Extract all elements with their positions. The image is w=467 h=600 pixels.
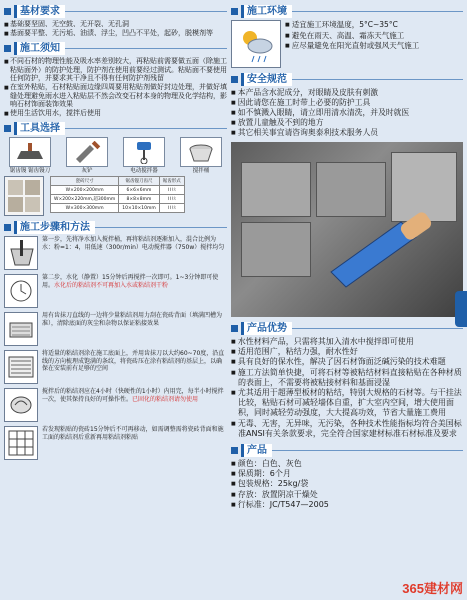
notch-pattern-icon: ⌇⌇⌇⌇: [159, 186, 184, 195]
section-title: 基材要求: [14, 5, 65, 18]
list-item: ■ 本产品含水泥成分，对眼睛及皮肤有刺激: [231, 88, 463, 98]
section-header: [231, 4, 463, 18]
notch-pattern-icon: ⌇⌇⌇⌇: [159, 204, 184, 213]
construction-steps-section: [4, 220, 227, 460]
electric-mixer-icon: [123, 137, 165, 167]
list-item: ■ 避免在雨天、高温、霜冻天气施工: [285, 31, 419, 42]
step-item: 搅拌后的粘结剂应在4小时（快硬性的1小时）内用完，每半小时搅拌一次，使其保持良好的可操作性。已固化的粘结剂请勿使用: [4, 388, 227, 422]
section-title: 产品优势: [241, 322, 292, 335]
construction-notice-section: [4, 41, 227, 117]
list-item: ■ 尤其适用于超薄型板材的粘结，特别大规格的石材等。与干挂法比较，粘贴石材可减轻墙体自重，扩大室内空间，增大使用面积，同时减轻劳动强度，大大提高功效，节省大量施工费用: [231, 388, 463, 419]
list-item: ■ 适宜施工环境温度，5°C~35°C: [285, 20, 419, 31]
tool-item: 搅拌桶: [175, 137, 227, 174]
section-title: 施工步骤和方法: [14, 221, 95, 234]
list-item: ■ 如不慎溅入眼睛，请立即用清水清洗，并及时就医: [231, 108, 463, 118]
page-edge-tab: [455, 291, 467, 327]
list-item: ■ 包装规格：25kg/袋: [231, 479, 463, 489]
notched-trowel-icon: [9, 137, 51, 167]
putty-knife-icon: [66, 137, 108, 167]
tool-item: 锯齿镘 锯齿镘刀: [4, 137, 56, 174]
list-item: ■ 水性材料产品，只需将其加入清水中搅拌即可使用: [231, 337, 463, 347]
step-item: 第二步，水化（静置）15分钟后再搅拌一次即可。1~3分钟即可使用。水化后的粘结剂不可再加入水或粘结剂干粉: [4, 274, 227, 308]
section-header: [231, 443, 463, 457]
list-item: ■ 无毒、无害，无异味，无污染，各种技术性能指标均符合美国标准ANSI有关条款要求，完全符合国家建材标准石材标准及要求: [231, 419, 463, 439]
list-item: ■ 存放：放置阴凉干燥处: [231, 490, 463, 500]
mixing-step-icon: [4, 236, 38, 270]
section-title: 产品: [241, 444, 272, 457]
list-item: ■ 具有良好的保水性，解决了因石材饰面泛碱污染的技术难题: [231, 357, 463, 367]
list-item: ■ 行标准：JC/T547—2005: [231, 500, 463, 510]
section-title: 工具选择: [14, 122, 65, 135]
step-item: 若发现粘贴的瓷砖15分钟后不可再移动，如需调整需将瓷砖背面和施工面的粘结剂后重新再用粘结剂粘贴: [4, 426, 227, 460]
section-title: 安全规范: [241, 73, 292, 86]
trowel-hand-icon: [321, 202, 441, 292]
step-item: 用有齿抹刀直线的一边将少量粘结剂用力刮在瓷砖背面（填满凹槽为准），清除底面的灰尘和杂物以保证粘接效果: [4, 312, 227, 346]
trowel-size-table: 瓷砖尺寸 锯齿镘刀齿尺 锯齿形式 W×200×200mm 6×6×6mm ⌇⌇⌇⌇ W×200×220mm,超300mm 8×8×8mm ⌇⌇⌇⌇ W×300×300mm 10×10×10mm ⌇⌇⌇⌇: [50, 176, 185, 213]
section-title: 施工环境: [241, 5, 292, 18]
tool-item: 灰铲: [61, 137, 113, 174]
list-item: ■ 放置儿童触及不到的地方: [231, 118, 463, 128]
back-buttering-icon: [4, 312, 38, 346]
site-logo: 365建材网: [402, 581, 463, 596]
base-requirements-section: [4, 4, 227, 37]
section-header: [231, 72, 463, 86]
list-item: ■ 保质期：6个月: [231, 469, 463, 479]
list-item: ■ 应尽量避免在阳光直射或强风天气施工: [285, 41, 419, 52]
tool-item: 电动搅拌器: [118, 137, 170, 174]
list-item: ■ 施工方法简单快捷，可将石材等被粘结材料直接粘贴在各种材质的表面上，不需要将被粘接材料和基面浸湿: [231, 368, 463, 388]
product-advantages-section: [231, 321, 463, 439]
tool-selection-section: [4, 121, 227, 216]
safety-section: [231, 72, 463, 138]
section-header: [4, 41, 227, 55]
section-header: [4, 121, 227, 135]
table-row: W×200×220mm,超300mm 8×8×8mm ⌇⌇⌇⌇: [51, 195, 185, 204]
list-item: ■ 使用生活饮用水，搅拌后使用: [4, 109, 227, 118]
tile-grid-icon: [4, 426, 38, 460]
step-item: 将适量的粘结剂涂在施工底面上，并用齿抹刀以大约60~70度，沿直线的方向梳理成饱满的条纹，将瓷砖压在涂有粘结剂的基层上，以确保在安装前有足够的空间: [4, 350, 227, 384]
list-item: ■ 基础要坚固、无空鼓、无开裂、无孔洞: [4, 20, 227, 29]
list-item: ■ 适用范围广，粘结力强，耐水性好: [231, 347, 463, 357]
list-item: ■ 不同石材的物理性能及吸水率差别较大，再粘贴前需要做五面（除施工粘贴面外）的防护处理，防护剂在使用前要经过测试。粘贴面不要使用任何防护，并要求其干净且不得有任何防护剂残留: [4, 57, 227, 83]
list-item: ■ 在室外粘贴，石材粘贴面边缘四周要用粘贴剂做好封边处理，并做好填缝处理避免雨水进入粘贴层不然会改变石材本身的物理及化学结构，影响石材饰面装饰效果: [4, 83, 227, 109]
notch-pattern-icon: ⌇⌇⌇⌇: [159, 195, 184, 204]
step-item: 第一步，先将净水加入搅拌桶，再将粘结剂逐渐加入，混合比例为水：粉=1：4，用低速（300r/min）电动搅拌器（750w）搅拌均匀: [4, 236, 227, 270]
table-row: W×300×300mm 10×10×10mm ⌇⌇⌇⌇: [51, 204, 185, 213]
list-item: ■ 基面要平整、无污垢、油渍、浮尘，凹凸不平处，起砂，脱模剂等: [4, 29, 227, 38]
section-header: [4, 220, 227, 234]
list-item: ■ 其它相关事宜请咨询奥泰利技术服务人员: [231, 128, 463, 138]
resting-step-icon: [4, 274, 38, 308]
list-item: ■ 颜色：白色、灰色: [231, 459, 463, 469]
list-item: ■ 因此请您在施工时带上必要的防护工具: [231, 98, 463, 108]
stirring-step-icon: [4, 388, 38, 422]
product-info-section: [231, 443, 463, 510]
tiling-photo: [231, 142, 463, 317]
section-title: 施工须知: [14, 42, 65, 55]
table-row: W×200×200mm 6×6×6mm ⌇⌇⌇⌇: [51, 186, 185, 195]
section-header: [231, 321, 463, 335]
construction-environment-section: [231, 4, 463, 68]
section-header: [4, 4, 227, 18]
tiles-photo: [4, 176, 44, 216]
mixing-bucket-icon: [180, 137, 222, 167]
right-column: [231, 4, 463, 514]
weather-icon: [231, 20, 281, 68]
trowel-combing-icon: [4, 350, 38, 384]
left-column: [4, 4, 227, 464]
